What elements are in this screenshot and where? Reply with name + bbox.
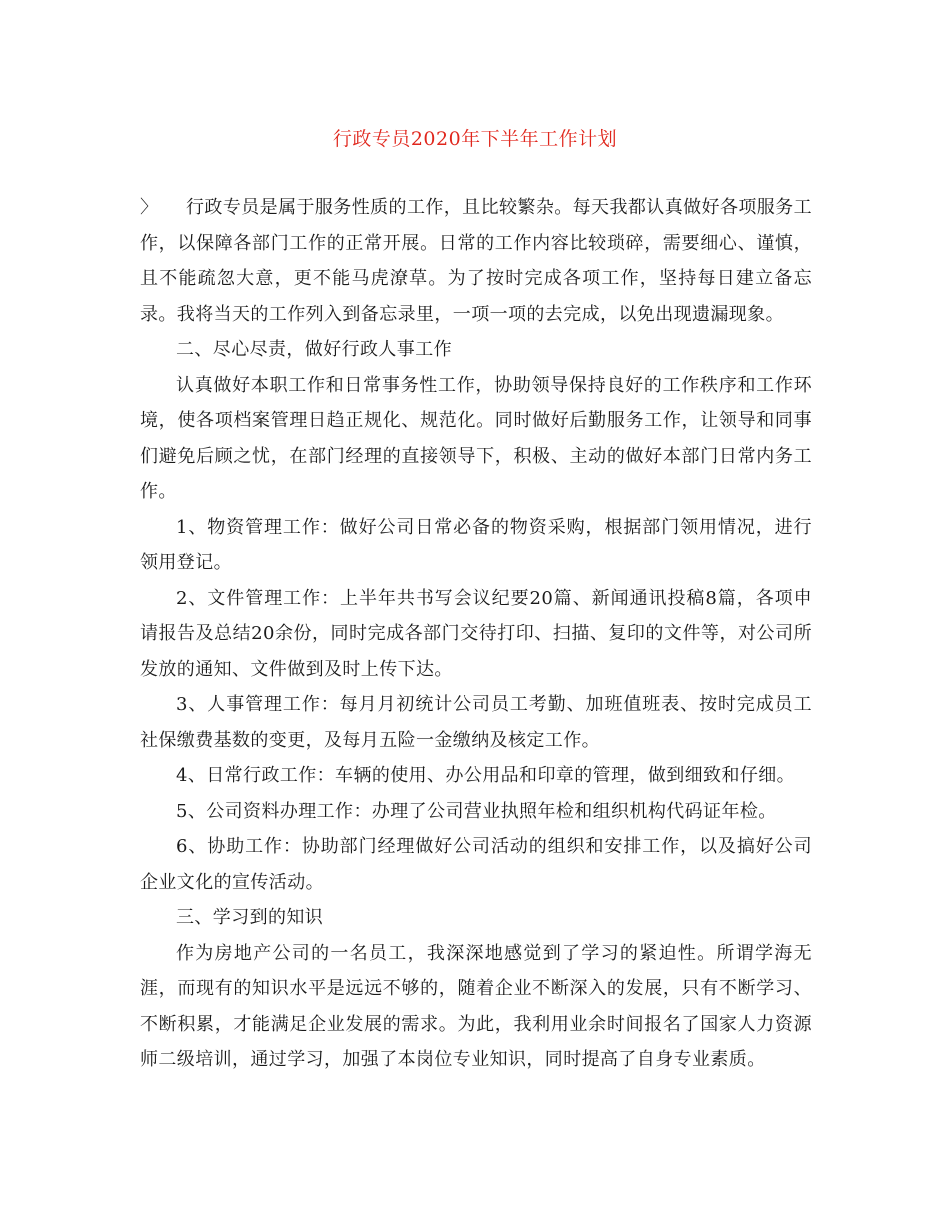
document-body: [140, 190, 812, 1078]
list-item-1: 1、物资管理工作：做好公司日常必备的物资采购，根据部门领用情况，进行领用登记。: [140, 516, 812, 573]
list-item-5: 5、公司资料办理工作：办理了公司营业执照年检和组织机构代码证年检。: [176, 800, 777, 822]
section-heading-3: 三、学习到的知识: [176, 907, 324, 928]
bullet-marker: 〉: [140, 197, 159, 218]
list-item-2: 2、文件管理工作：上半年共书写会议纪要20篇、新闻通讯投稿8篇，各项申请报告及总结20余份，同时完成各部门交待打印、扫描、复印的文件等，对公司所发放的通知、文件做到及时上传下达。: [140, 587, 812, 680]
list-item-4: 4、日常行政工作：车辆的使用、办公用品和印章的管理，做到细致和仔细。: [176, 765, 796, 786]
list-item-3: 3、人事管理工作：每月月初统计公司员工考勤、加班值班表、按时完成员工社保缴费基数的变更，及每月五险一金缴纳及核定工作。: [140, 694, 812, 751]
section-heading-2: 二、尽心尽责，做好行政人事工作: [176, 339, 452, 360]
document-title: 行政专员2020年下半年工作计划: [332, 128, 618, 150]
list-item-6: 6、协助工作：协助部门经理做好公司活动的组织和安排工作，以及搞好公司企业文化的宣传活动。: [140, 836, 812, 893]
paragraph-intro: [140, 190, 812, 332]
paragraph: 认真做好本职工作和日常事务性工作，协助领导保持良好的工作秩序和工作环境，使各项档案管理日趋正规化、规范化。同时做好后勤服务工作，让领导和同事们避免后顾之忧，在部门经理的直接领导下，积极、主动的做好本部门日常内务工作。: [140, 374, 812, 502]
paragraph: 作为房地产公司的一名员工，我深深地感觉到了学习的紧迫性。所谓学海无涯，而现有的知识水平是远远不够的，随着企业不断深入的发展，只有不断学习、不断积累，才能满足企业发展的需求。为此，我利用业余时间报名了国家人力资源师二级培训，通过学习，加强了本岗位专业知识，同时提高了自身专业素质。: [140, 942, 812, 1070]
paragraph-text: 行政专员是属于服务性质的工作，且比较繁杂。每天我都认真做好各项服务工作，以保障各部门工作的正常开展。日常的工作内容比较琐碎，需要细心、谨慎，且不能疏忽大意，更不能马虎潦草。为了按时完成各项工作，坚持每日建立备忘录。我将当天的工作列入到备忘录里，一项一项的去完成，以免出现遗漏现象。: [140, 197, 812, 325]
